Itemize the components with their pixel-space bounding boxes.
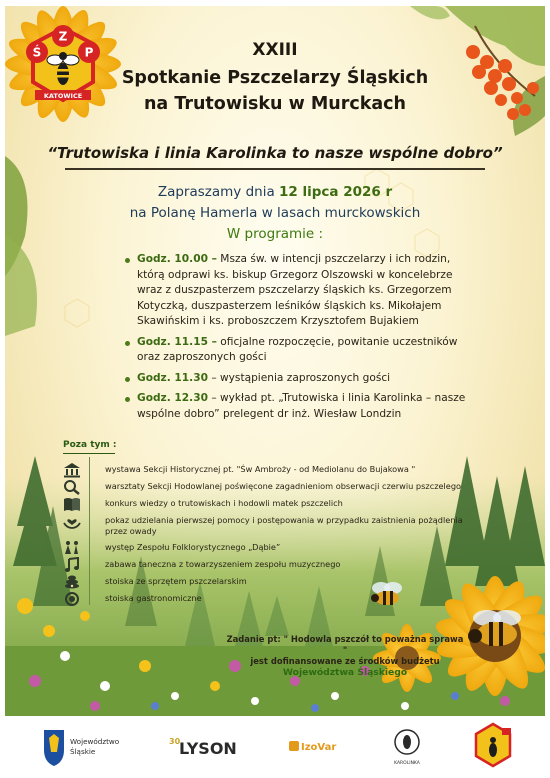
beehive-icon xyxy=(63,574,81,590)
programme-item xyxy=(125,391,470,422)
title-edition: XXIII xyxy=(252,40,298,60)
hands-heart-icon xyxy=(63,513,81,529)
lyson-wordmark: LYSON xyxy=(179,739,237,758)
funding-note xyxy=(225,634,465,678)
programme-time: Godz. 10.00 – xyxy=(137,253,217,265)
izovar-mark-icon xyxy=(289,741,299,751)
besides-divider xyxy=(89,457,90,605)
invitation-prefix: Zapraszamy dnia xyxy=(157,184,275,200)
slogan-underline xyxy=(65,168,485,170)
szp-footer-logo xyxy=(470,716,516,778)
programme-time: Godz. 11.15 – xyxy=(137,335,217,348)
lyson-logo xyxy=(165,716,255,778)
event-place: na Polanę Hamerla w lasach murckowskich xyxy=(129,205,421,221)
funding-line-3: Województwa Śląskiego xyxy=(282,667,408,678)
event-date: 12 lipca 2026 r xyxy=(279,184,393,200)
besides-underline xyxy=(63,453,115,454)
besides-item-text: konkurs wiedzy o trutowiskach i hodowli matek pszczelich xyxy=(105,498,343,508)
programme-time: Godz. 12.30 xyxy=(137,392,208,404)
invitation-line xyxy=(5,184,545,200)
programme-heading: W programie : xyxy=(226,226,324,242)
besides-heading: Poza tym : xyxy=(63,440,117,450)
funding-line-2: jest dofinansowane ze środków budżetu xyxy=(250,656,440,666)
programme-time: Godz. 11.30 xyxy=(137,371,208,384)
izovar-wordmark: IzoVar xyxy=(301,742,337,753)
bullet-icon xyxy=(125,377,130,382)
bee-karolinka-icon xyxy=(403,735,411,749)
programme-text: – wystąpienia zaproszonych gości xyxy=(207,371,391,384)
programme-text: oficjalne rozpoczęcie, powitanie uczestników oraz zaproszonych gości xyxy=(137,335,458,363)
szp-letter-s: Ś xyxy=(32,45,42,60)
bullet-icon xyxy=(125,258,130,263)
szp-letter-p: P xyxy=(84,45,94,60)
voivodeship-line-2: Śląskie xyxy=(70,747,96,756)
karolinka-logo xyxy=(385,716,429,778)
besides-item-text: zabawa taneczna z towarzyszeniem zespołu muzycznego xyxy=(105,559,341,569)
besides-item-text: warsztaty Sekcji Hodowlanej poświęcone zagadnieniom obserwacji czerwiu pszczelego xyxy=(105,481,462,491)
izovar-logo xyxy=(285,716,355,778)
programme-item xyxy=(125,252,470,330)
sponsor-footer xyxy=(0,716,550,778)
programme-text: Msza św. w intencji pszczelarzy i ich rodzin, którą odprawi ks. biskup Grzegorz Olszowski w koncelebrze wraz z duszpasterzem pszczelarzy śląskich ks. Grzegorzem Kotyczką, duszpasterzem leśników śląskich ks. Mikołajem Skawińskim i ks. proboszczem Krzysztofem Bujakiem xyxy=(137,253,453,327)
programme-item xyxy=(125,371,470,387)
bee-footer-icon xyxy=(489,743,497,757)
book-icon xyxy=(63,496,81,512)
szp-letter-z: Z xyxy=(58,29,68,44)
title-line-2: na Trutowisku w Murckach xyxy=(143,94,407,114)
karolinka-wordmark: KAROLINKA xyxy=(394,761,420,766)
slaskie-voivodeship-logo xyxy=(40,716,130,778)
magnifier-icon xyxy=(63,479,81,495)
title-line-1: Spotkanie Pszczelarzy Śląskich xyxy=(121,68,429,88)
programme-list xyxy=(125,252,470,427)
lyson-prefix: 30 xyxy=(169,737,181,746)
besides-item-text: wystawa Sekcji Historycznej pt. "Św Ambroży - od Mediolanu do Bujakowa " xyxy=(105,464,416,474)
programme-item xyxy=(125,335,470,366)
slogan: “Trutowiska i linia Karolinka to nasze wspólne dobro” xyxy=(47,144,503,162)
programme-text: – wykład pt. „Trutowiska i linia Karolinka – nasze wspólne dobro” prelegent dr inż. Wiesław Londzin xyxy=(137,392,466,420)
bullet-icon xyxy=(125,397,130,402)
bullet-icon xyxy=(125,341,130,346)
voivodeship-line-1: Województwo xyxy=(70,737,120,746)
besides-item-text: stoiska ze sprzętem pszczelarskim xyxy=(105,576,247,586)
besides-item-text: występ Zespołu Folklorystycznego „Dąbie” xyxy=(105,542,281,552)
szp-city: KATOWICE xyxy=(43,92,83,100)
music-icon xyxy=(63,557,81,573)
plate-icon xyxy=(63,591,81,607)
dancers-icon xyxy=(63,540,81,556)
funding-line-1: Zadanie pt: " Hodowla pszczół to poważna sprawa " xyxy=(226,634,464,655)
besides-item-text: stoiska gastronomiczne xyxy=(105,593,202,603)
museum-icon xyxy=(63,462,81,478)
besides-item-text: pokaz udzielania pierwszej pomocy i postępowania w przypadku zaistnienia pożądlenia przez owady xyxy=(105,515,463,536)
poster xyxy=(5,6,545,716)
